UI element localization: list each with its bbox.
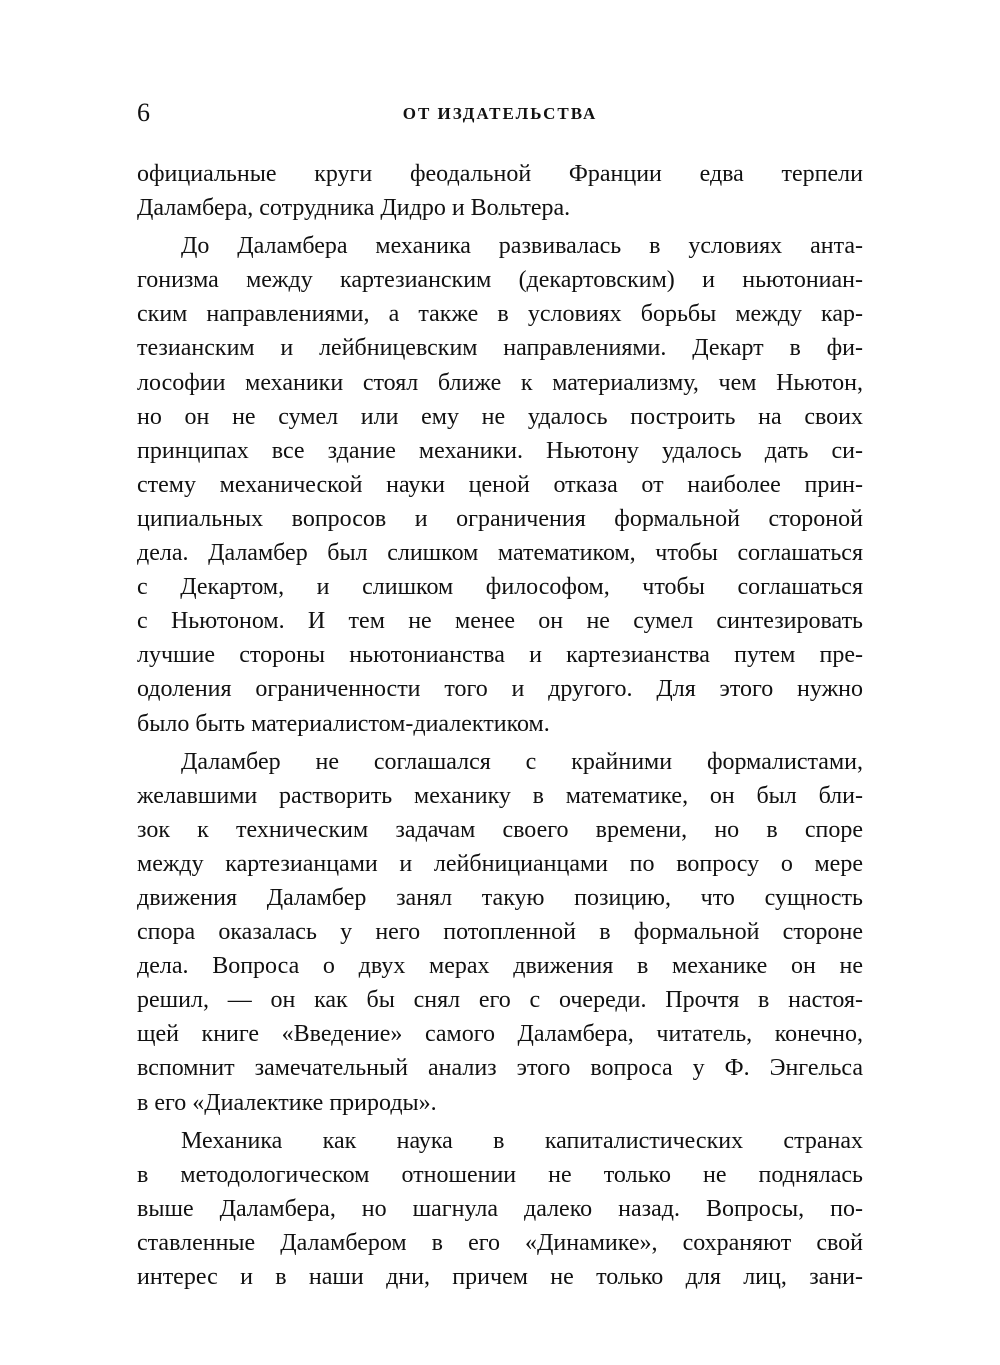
paragraph-4 (137, 1124, 863, 1294)
text-line: в методологическом отношении не только не поднялась (137, 1161, 863, 1188)
text-line: спора оказалась у него потопленной в формальной стороне (137, 919, 863, 946)
book-page (137, 95, 863, 1298)
text-line: желавшими растворить механику в математике, он был бли- (137, 782, 863, 809)
text-line: было быть материалистом-диалектиком. (137, 710, 550, 737)
text-line: зок к техническим задачам своего времени, но в споре (137, 816, 863, 843)
paragraph-3 (137, 745, 863, 1120)
paragraph-2 (137, 229, 863, 740)
text-line: вспомнит замечательный анализ этого вопроса у Ф. Энгельса (137, 1055, 863, 1082)
text-line: решил, — он как бы снял его с очереди. Прочтя в настоя- (137, 987, 863, 1014)
text-line: между картезианцами и лейбницианцами по вопросу о мере (137, 850, 863, 877)
text-line: ципиальных вопросов и ограничения формальной стороной (137, 505, 863, 532)
text-line: официальные круги феодальной Франции едва терпели (137, 161, 863, 187)
running-head: ОТ ИЗДАТЕЛЬСТВА (402, 104, 598, 123)
text-line: гонизма между картезианским (декартовским) и ньютониан- (137, 267, 863, 294)
text-line: лучшие стороны ньютонианства и картезианства путем пре- (137, 642, 863, 669)
text-line: дела. Вопроса о двух мерах движения в механике он не (137, 953, 863, 980)
text-line: принципах все здание механики. Ньютону удалось дать си- (137, 437, 863, 464)
text-line: выше Даламбера, но шагнула далеко назад. Вопросы, по- (137, 1195, 863, 1222)
text-line: ским направлениями, а также в условиях борьбы между кар- (137, 301, 863, 328)
text-line: дела. Даламбер был слишком математиком, чтобы соглашаться (137, 540, 863, 567)
text-line: движения Даламбер занял такую позицию, что сущность (137, 884, 863, 911)
text-line: с Ньютоном. И тем не менее он не сумел синтезировать (137, 608, 863, 635)
text-line: одоления ограниченности того и другого. Для этого нужно (137, 676, 863, 703)
paragraph-1 (137, 157, 863, 225)
body-text (137, 157, 863, 1294)
text-line: ставленные Даламбером в его «Динамике», сохраняют свой (137, 1229, 863, 1256)
text-line: с Декартом, и слишком философом, чтобы соглашаться (137, 574, 863, 601)
page-number: 6 (137, 98, 150, 127)
text-line: но он не сумел или ему не удалось построить на своих (137, 403, 863, 430)
text-line: Даламбер не соглашался с крайними формалистами, (181, 748, 863, 775)
text-line: тезианским и лейбницевским направлениями. Декарт в фи- (137, 335, 863, 362)
text-line: Механика как наука в капиталистических странах (181, 1127, 863, 1154)
text-line: лософии механики стоял ближе к материализму, чем Ньютон, (137, 369, 863, 396)
text-line: До Даламбера механика развивалась в условиях анта- (181, 233, 863, 260)
text-line: Даламбера, сотрудника Дидро и Вольтера. (137, 195, 571, 222)
text-line: стему механической науки ценой отказа от наиболее прин- (137, 471, 863, 498)
page-header (137, 95, 863, 135)
text-line: щей книге «Введение» самого Даламбера, читатель, конечно, (137, 1021, 863, 1048)
text-line: в его «Диалектике природы». (137, 1089, 437, 1116)
text-line: интерес и в наши дни, причем не только для лиц, зани- (137, 1264, 863, 1290)
